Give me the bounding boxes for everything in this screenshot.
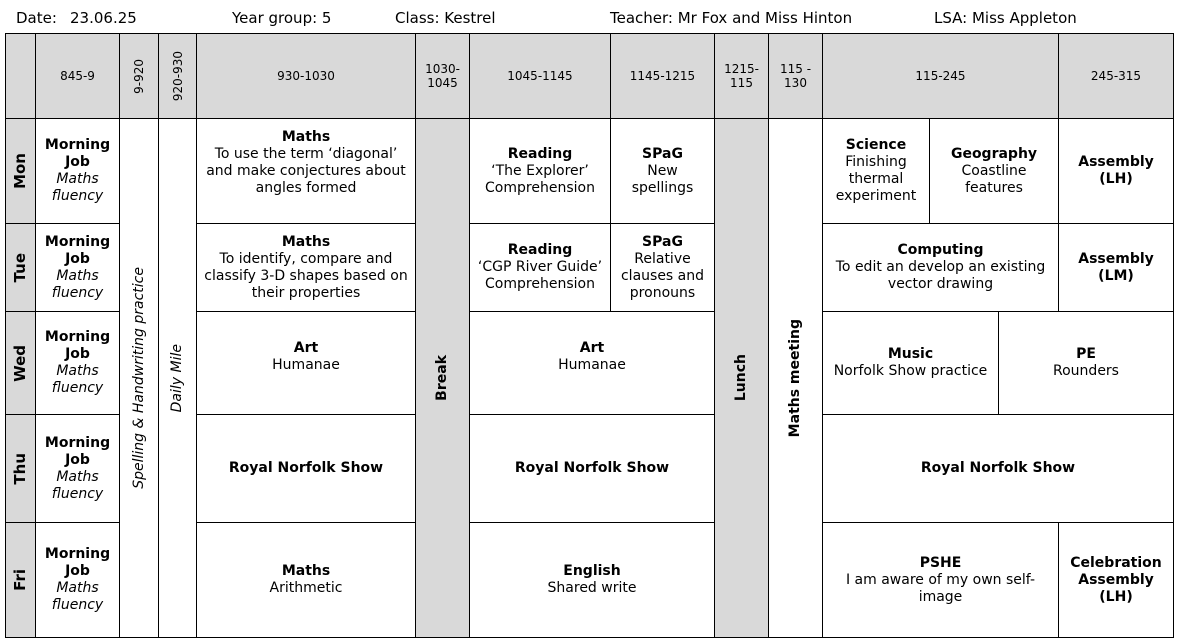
year-group: Year group: 5 [232, 9, 332, 27]
cell-text: experiment [835, 188, 917, 204]
morning-job-mon [35, 118, 120, 224]
time-label: 9-920 [132, 58, 146, 94]
time-label: 930-1030 [277, 69, 335, 83]
cell-title: Reading [507, 242, 573, 258]
cell-title: Morning [44, 137, 111, 153]
time-9 [119, 33, 159, 119]
cell-text: fluency [51, 380, 104, 396]
tue-spag [610, 223, 715, 312]
cell-title: Job [65, 154, 90, 170]
wed-art-1 [196, 311, 416, 415]
cell-title: Morning [44, 434, 111, 451]
maths-meeting-column [768, 118, 823, 638]
tue-maths [196, 223, 416, 312]
cell-text: Finishing [845, 154, 907, 170]
thu-show-3 [822, 414, 1174, 523]
cell-text: ‘CGP River Guide’ [477, 259, 603, 275]
date-value: 23.06.25 [70, 9, 137, 27]
tue-computing [822, 223, 1059, 312]
cell-text: New [647, 162, 678, 179]
cell-text: Shared write [547, 580, 637, 596]
time-label: 1045 [427, 76, 458, 90]
day-thu [5, 414, 36, 523]
cell-title: Science [845, 137, 907, 153]
cell-title: English [563, 563, 621, 579]
cell-text: Comprehension [485, 276, 595, 292]
cell-title: Royal Norfolk Show [514, 460, 670, 476]
mon-maths [196, 118, 416, 224]
cell-title: Reading [507, 145, 573, 162]
cell-title: Computing [897, 242, 984, 258]
cell-title: Maths [281, 129, 331, 145]
time-label: 130 [784, 76, 807, 90]
span-label: Maths meeting [787, 318, 803, 438]
day-tue [5, 223, 36, 312]
mon-assembly [1058, 118, 1174, 224]
day-label: Tue [11, 252, 29, 283]
wed-pe [998, 311, 1174, 415]
cell-title: Music [887, 346, 934, 362]
cell-text: Maths [56, 171, 99, 187]
fri-english [469, 522, 715, 638]
date-label: Date: [16, 9, 57, 27]
day-wed [5, 311, 36, 415]
mon-science [822, 118, 930, 224]
span-label: Daily Mile [169, 343, 185, 413]
cell-title: (LM) [1098, 267, 1134, 284]
time-245 [1058, 33, 1174, 119]
cell-text: fluency [51, 485, 104, 502]
span-label: Spelling & Handwriting practice [130, 267, 147, 489]
cell-title: Art [293, 340, 319, 356]
cell-text: Maths [56, 468, 99, 485]
cell-text: Relative [634, 250, 691, 267]
cell-title: Maths [281, 234, 331, 250]
cell-text: Rounders [1053, 363, 1119, 379]
cell-text: their properties [251, 285, 361, 301]
cell-text: Maths [56, 363, 99, 379]
wed-art-2 [469, 311, 715, 415]
cell-title: PE [1076, 346, 1096, 362]
span-label: Break [434, 355, 450, 401]
mon-geography [929, 118, 1059, 224]
cell-title: Assembly [1078, 571, 1154, 588]
day-label: Mon [11, 153, 29, 189]
time-1030 [415, 33, 470, 119]
fri-assembly [1058, 522, 1174, 638]
cell-title: (LH) [1099, 171, 1133, 187]
time-label: 115-245 [915, 69, 966, 83]
fri-pshe [822, 522, 1059, 638]
mon-spag [610, 118, 715, 224]
morning-job-fri [35, 522, 120, 638]
span-label: Lunch [733, 354, 749, 402]
tue-assembly [1058, 223, 1174, 312]
cell-text: fluency [51, 597, 104, 613]
cell-title: Art [579, 340, 605, 356]
tue-reading [469, 223, 611, 312]
time-label: 1145-1215 [629, 69, 696, 83]
morning-job-thu [35, 414, 120, 523]
cell-text: clauses and [620, 267, 705, 284]
cell-title: SPaG [642, 233, 683, 250]
time-920 [158, 33, 197, 119]
cell-title: Celebration [1070, 554, 1162, 571]
cell-title: PSHE [919, 554, 962, 571]
lsa-name: LSA: Miss Appleton [934, 9, 1077, 27]
corner-cell [5, 33, 36, 119]
cell-text: I am aware of my own self- [845, 571, 1036, 588]
cell-text: spellings [631, 179, 694, 196]
morning-job-wed [35, 311, 120, 415]
cell-title: (LH) [1099, 588, 1133, 605]
cell-text: Norfolk Show practice [833, 363, 988, 379]
time-label: 920-930 [170, 50, 185, 102]
spelling-handwriting-column [119, 118, 159, 638]
cell-text: thermal [848, 171, 904, 187]
cell-title: Geography [950, 145, 1038, 162]
time-845 [35, 33, 120, 119]
time-1145 [610, 33, 715, 119]
cell-text: Comprehension [485, 179, 595, 196]
mon-reading [469, 118, 611, 224]
time-label: 1215- [724, 62, 759, 76]
time-1215 [714, 33, 769, 119]
day-fri [5, 522, 36, 638]
time-1045 [469, 33, 611, 119]
lunch-column [714, 118, 769, 638]
cell-title: Assembly [1078, 250, 1154, 267]
cell-title: Morning [44, 546, 111, 562]
cell-text: fluency [51, 284, 104, 301]
cell-text: classify 3-D shapes based on [204, 268, 408, 284]
morning-job-tue [35, 223, 120, 312]
time-label: 115 [730, 76, 753, 90]
cell-text: To use the term ‘diagonal’ [214, 146, 398, 162]
cell-title: SPaG [642, 145, 683, 162]
cell-text: Humanae [272, 357, 340, 373]
cell-text: pronouns [629, 284, 696, 301]
cell-title: Morning [44, 233, 111, 250]
class-name: Class: Kestrel [395, 9, 496, 27]
cell-text: Maths [56, 267, 99, 284]
cell-text: Humanae [558, 357, 626, 373]
day-mon [5, 118, 36, 224]
teacher-name: Teacher: Mr Fox and Miss Hinton [610, 9, 853, 27]
cell-text: vector drawing [887, 276, 994, 292]
cell-text: Maths [56, 580, 99, 596]
cell-title: Royal Norfolk Show [920, 460, 1076, 476]
cell-text: and make conjectures about [206, 163, 406, 179]
cell-text: Coastline [961, 162, 1027, 179]
cell-title: Job [65, 346, 90, 362]
cell-text: ‘The Explorer’ [491, 162, 589, 179]
cell-text: image [918, 588, 963, 605]
cell-title: Job [65, 563, 90, 579]
time-label: 245-315 [1090, 69, 1142, 83]
cell-title: Royal Norfolk Show [228, 460, 384, 476]
day-label: Wed [11, 344, 29, 382]
time-930 [196, 33, 416, 119]
cell-title: Job [65, 451, 90, 468]
cell-title: Assembly [1078, 154, 1154, 170]
cell-text: fluency [51, 188, 104, 204]
thu-show-1 [196, 414, 416, 523]
time-label: 845-9 [60, 69, 95, 83]
day-label: Thu [11, 452, 29, 485]
fri-maths [196, 522, 416, 638]
cell-text: features [965, 179, 1023, 196]
break-column [415, 118, 470, 638]
cell-text: To identify, compare and [219, 251, 393, 267]
time-label: 115 - [779, 62, 812, 76]
cell-text: angles formed [255, 180, 357, 196]
cell-text: Arithmetic [269, 580, 343, 596]
cell-title: Morning [44, 329, 111, 345]
wed-music [822, 311, 999, 415]
daily-mile-column [158, 118, 197, 638]
day-label: Fri [11, 569, 29, 591]
cell-text: To edit an develop an existing [835, 259, 1046, 275]
time-label: 1045-1145 [507, 69, 573, 83]
cell-title: Maths [281, 563, 331, 579]
time-115 [768, 33, 823, 119]
time-label: 1030- [425, 62, 460, 76]
thu-show-2 [469, 414, 715, 523]
cell-title: Job [65, 250, 90, 267]
time-115-245 [822, 33, 1059, 119]
